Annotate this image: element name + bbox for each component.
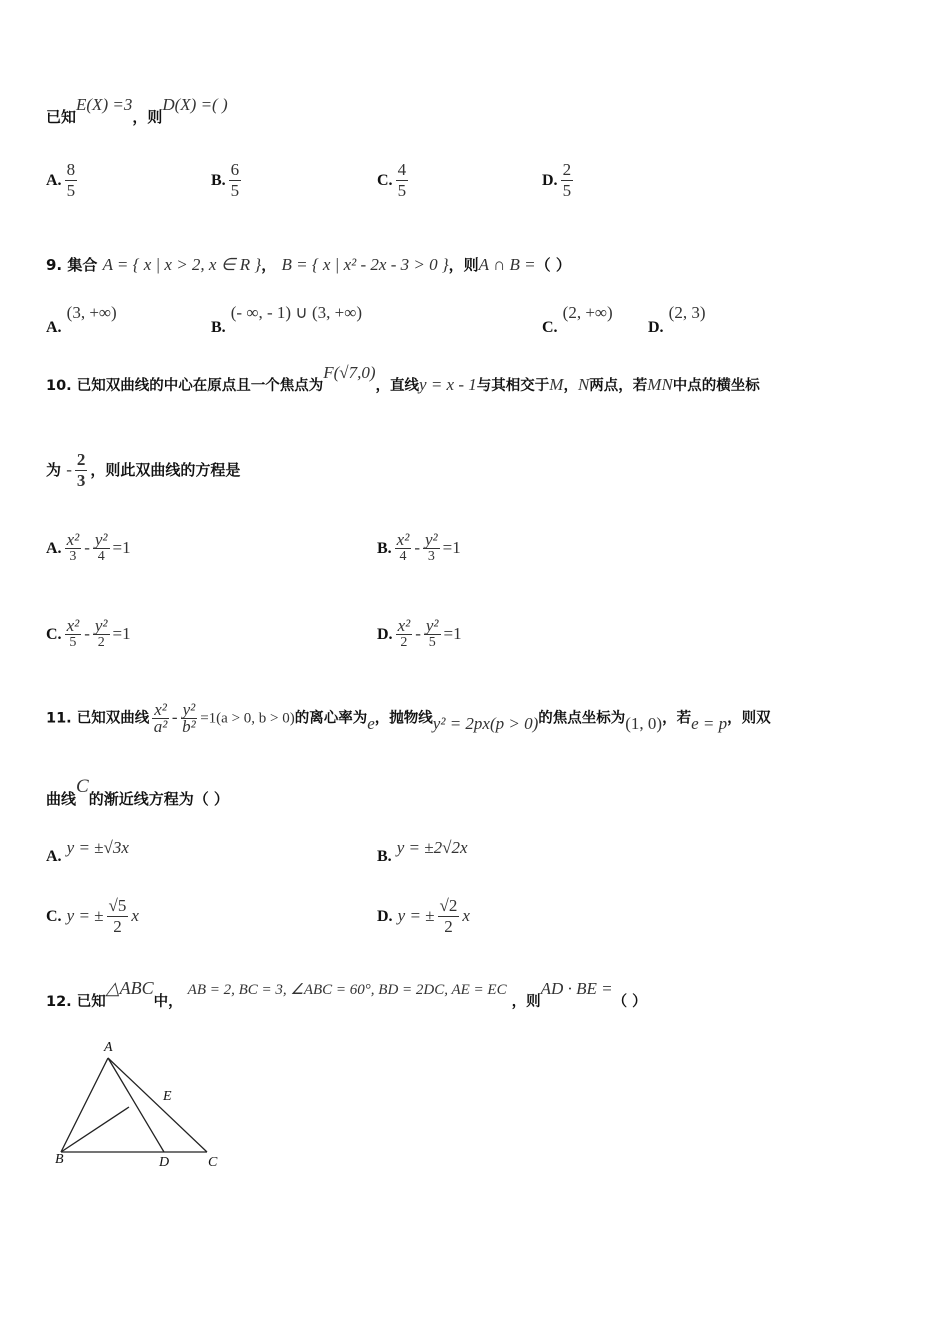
q11-condition: =1(a > 0, b > 0) bbox=[200, 710, 295, 727]
option-value: y = ±2√2x bbox=[396, 838, 468, 857]
text: 两点，若 bbox=[589, 378, 648, 394]
numerator: x² bbox=[66, 530, 80, 549]
numerator: x² bbox=[66, 616, 80, 635]
option-label: D. bbox=[377, 908, 393, 925]
q12-expr: AD · BE = bbox=[540, 979, 613, 998]
text: x bbox=[462, 906, 470, 925]
denominator: 5 bbox=[428, 635, 436, 650]
option-label: B. bbox=[377, 540, 392, 557]
rhs: =1 bbox=[112, 624, 131, 643]
q10-segment: MN bbox=[647, 375, 673, 394]
q9-set-a: A = { x | x > 2, x ∈ R } bbox=[102, 255, 262, 274]
numerator: 8 bbox=[66, 160, 76, 179]
q8-variance: D(X) =( ) bbox=[162, 95, 228, 114]
denominator: 5 bbox=[397, 181, 407, 200]
option-value: (- ∞, - 1) ∪ (3, +∞) bbox=[230, 303, 363, 322]
denominator: 2 bbox=[400, 635, 408, 650]
option-label: A. bbox=[46, 319, 62, 336]
q11-e: e bbox=[367, 713, 375, 733]
numerator: 2 bbox=[562, 160, 572, 179]
q10-line: y = x - 1 bbox=[419, 375, 477, 394]
option-value: (2, 3) bbox=[668, 303, 706, 322]
q9-mid: ，则 bbox=[448, 256, 479, 274]
text: ，则双 bbox=[727, 710, 771, 727]
denominator: a² bbox=[153, 717, 168, 736]
option-label: A. bbox=[46, 848, 62, 865]
option-label: C. bbox=[542, 319, 558, 336]
numerator: y² bbox=[425, 530, 438, 549]
text: ，抛物线 bbox=[374, 710, 433, 727]
text: ， bbox=[563, 378, 578, 394]
text: 10. 已知双曲线的中心在原点且一个焦点为 bbox=[46, 378, 324, 394]
segment-ab bbox=[61, 1058, 108, 1152]
text: x bbox=[131, 906, 139, 925]
q10-option-d[interactable]: D. $\frac{\text{x²}}{2}$ - $\frac{\text{y²}}{5}$ =1 bbox=[377, 616, 462, 650]
numerator: √2 bbox=[439, 896, 458, 915]
text: 为 bbox=[46, 461, 62, 479]
q11-curve-c: C bbox=[76, 776, 89, 797]
text: 12. 已知 bbox=[46, 994, 106, 1010]
text: 的离心率为 bbox=[294, 710, 368, 727]
numerator: 6 bbox=[230, 160, 240, 179]
denominator: 5 bbox=[230, 181, 240, 200]
numerator: 2 bbox=[76, 450, 86, 469]
text: y = ± bbox=[66, 906, 104, 925]
denominator: 4 bbox=[97, 549, 105, 564]
option-label: B. bbox=[211, 172, 226, 189]
text: 中， bbox=[153, 994, 183, 1010]
numerator: x² bbox=[396, 530, 410, 549]
vertex-label-a: A bbox=[104, 1040, 113, 1055]
denominator: 5 bbox=[562, 181, 572, 200]
numerator: x² bbox=[154, 700, 167, 719]
denominator: 2 bbox=[444, 917, 453, 936]
denominator: 3 bbox=[427, 549, 435, 564]
q10-option-a[interactable]: A. $\frac{\text{x²}}{3}$ - $\frac{\text{y²}}{4}$ =1 bbox=[46, 530, 131, 564]
text: 中点的横坐标 bbox=[672, 378, 760, 394]
numerator: y² bbox=[94, 530, 108, 549]
text: ，则此双曲线的方程是 bbox=[90, 461, 241, 479]
text: 的焦点坐标为 bbox=[538, 710, 626, 727]
numerator: y² bbox=[182, 700, 196, 719]
text: ，若 bbox=[662, 710, 692, 727]
option-value: (2, +∞) bbox=[562, 303, 613, 322]
text: ，直线 bbox=[375, 378, 420, 394]
option-label: A. bbox=[46, 540, 62, 557]
text: 与其相交于 bbox=[476, 378, 550, 394]
q11-parabola: y² = 2px(p > 0) bbox=[432, 713, 539, 733]
q8-expectation: E(X) =3 bbox=[76, 95, 133, 114]
rhs: =1 bbox=[112, 538, 131, 557]
q10-point-m: M bbox=[549, 375, 564, 394]
option-label: D. bbox=[377, 626, 393, 643]
option-value: y = ±√3x bbox=[66, 838, 129, 857]
q10-focus: F(√7,0) bbox=[323, 363, 376, 382]
q9-expr: A ∩ B = bbox=[478, 255, 536, 274]
denominator: 4 bbox=[399, 549, 407, 564]
denominator: 3 bbox=[76, 471, 86, 490]
numerator: x² bbox=[397, 616, 411, 635]
option-label: B. bbox=[377, 848, 392, 865]
option-label: C. bbox=[46, 908, 62, 925]
q11-point: (1, 0) bbox=[625, 713, 663, 733]
q9-paren: （ ） bbox=[535, 256, 571, 274]
q8-mid: ，则 bbox=[132, 108, 163, 126]
q9-set-b: B = { x | x² - 2x - 3 > 0 } bbox=[281, 255, 449, 274]
option-label: D. bbox=[542, 172, 558, 189]
text: 的渐近线方程为（ ） bbox=[88, 790, 229, 808]
text: 曲线 bbox=[46, 790, 77, 808]
text: 11. 已知双曲线 bbox=[46, 710, 150, 727]
segment-ac bbox=[108, 1058, 207, 1152]
rhs: =1 bbox=[443, 624, 462, 643]
q9-prefix: 9. 集合 bbox=[46, 256, 98, 274]
option-value: (3, +∞) bbox=[66, 303, 117, 322]
segment-be bbox=[61, 1107, 129, 1152]
option-label: B. bbox=[211, 319, 226, 336]
option-label: C. bbox=[46, 626, 62, 643]
q11-eq: e = p bbox=[691, 713, 728, 733]
q12-triangle: △ABC bbox=[105, 978, 154, 998]
denominator: 5 bbox=[69, 635, 77, 650]
vertex-label-d: D bbox=[159, 1155, 170, 1170]
option-label: D. bbox=[648, 319, 664, 336]
q10-point-n: N bbox=[577, 375, 590, 394]
vertex-label-b: B bbox=[55, 1152, 64, 1167]
denominator: 5 bbox=[66, 181, 76, 200]
rhs: =1 bbox=[442, 538, 461, 557]
denominator: 2 bbox=[113, 917, 122, 936]
numerator: 4 bbox=[397, 160, 407, 179]
numerator: y² bbox=[94, 616, 108, 635]
q8-prefix: 已知 bbox=[46, 108, 77, 126]
denominator: 2 bbox=[97, 635, 105, 650]
segment-ad bbox=[108, 1058, 164, 1152]
vertex-label-e: E bbox=[163, 1089, 172, 1104]
q12-given: AB = 2, BC = 3, ∠ABC = 60°, BD = 2DC, AE = EC bbox=[187, 982, 507, 998]
q12-paren: （ ） bbox=[612, 994, 647, 1010]
numerator: √5 bbox=[108, 896, 127, 915]
q10-option-b[interactable]: B. $\frac{\text{x²}}{4}$ - $\frac{\text{y²}}{3}$ =1 bbox=[377, 530, 461, 564]
minus-sign: - bbox=[66, 460, 72, 479]
q11-stem-line1: 11. 已知双曲线 $\frac{\text{x²}}{\text{a²}}$ - $\frac{\text{y²}}{\text{b²}}$ =1(a > 0, b > 0)的离心率为e，抛物线y² = 2px(p > 0)的焦点坐标为(1, 0)，若e = p，则双 bbox=[46, 700, 771, 736]
vertex-label-c: C bbox=[208, 1155, 218, 1170]
numerator: y² bbox=[425, 616, 439, 635]
text: ，则 bbox=[511, 994, 541, 1010]
denominator: 3 bbox=[69, 549, 77, 564]
text: y = ± bbox=[397, 906, 435, 925]
q9-sep: ， bbox=[261, 256, 277, 274]
q10-option-c[interactable]: C. $\frac{\text{x²}}{5}$ - $\frac{\text{y²}}{2}$ =1 bbox=[46, 616, 131, 650]
option-label: C. bbox=[377, 172, 393, 189]
option-label: A. bbox=[46, 172, 62, 189]
denominator: b² bbox=[182, 717, 196, 736]
